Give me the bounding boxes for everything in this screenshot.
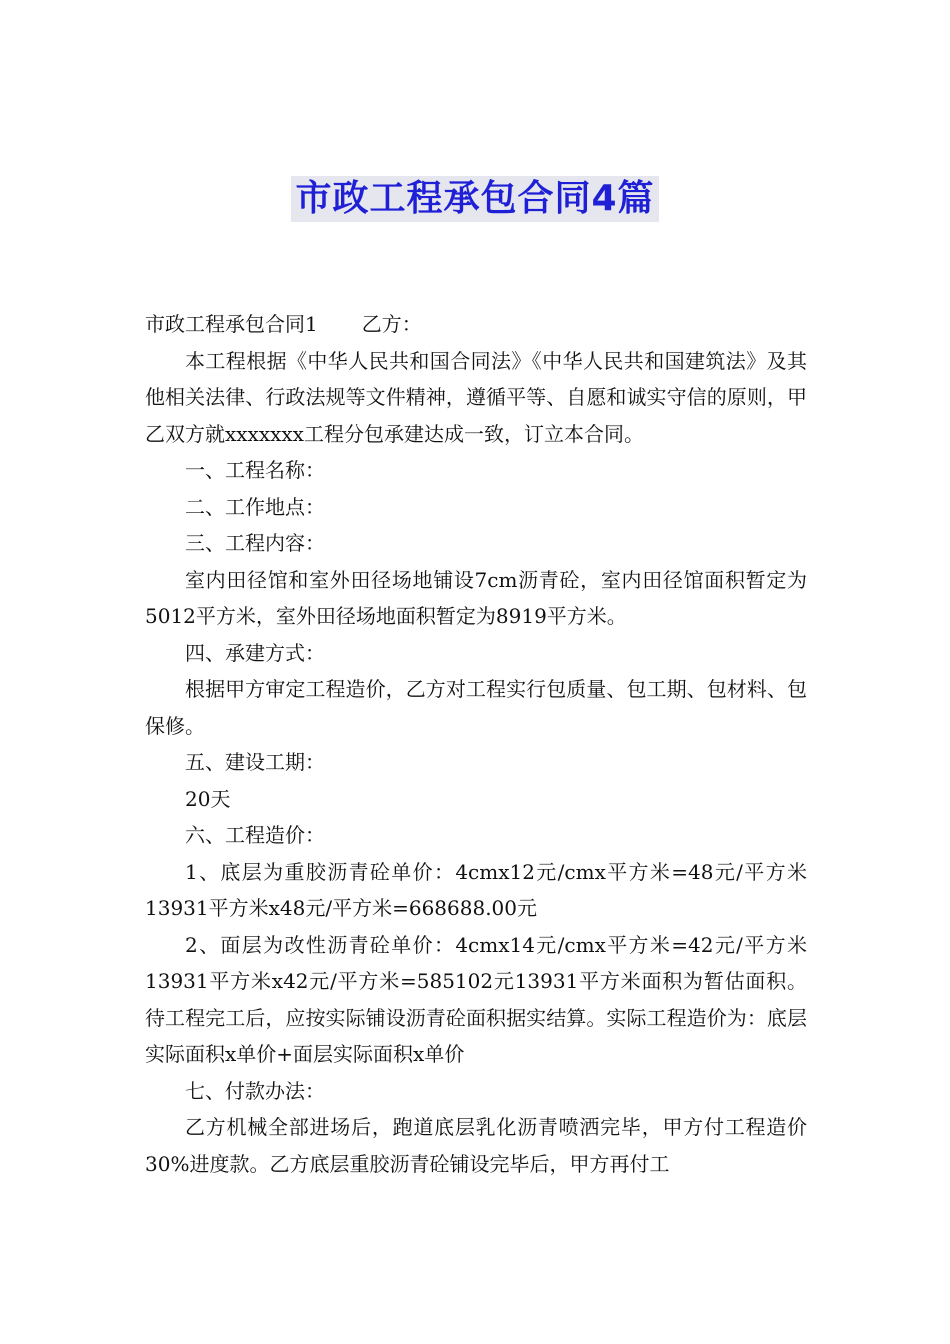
section-project-cost: 六、工程造价： <box>185 823 325 847</box>
section-work-location: 二、工作地点： <box>185 494 325 519</box>
section-project-content: 三、工程内容： <box>185 531 325 555</box>
section-construction-period: 五、建设工期： <box>185 750 325 774</box>
paragraph-cost-surface-layer: 2、面层为改性沥青砼单价：4cmx14元/cmx平方米=42元/平方米13931平方米x42元/平方米=585102元13931平方米面积为暂估面积。待工程完工后，应按实际铺设沥青砼面积据实结算。实际工程造价为：底层实际面积x单价+面层实际面积x单价 <box>145 932 807 1066</box>
paragraph-cost-base-layer: 1、底层为重胶沥青砼单价：4cmx12元/cmx平方米=48元/平方米13931平方米x48元/平方米=668688.00元 <box>145 859 807 920</box>
paragraph-payment-method: 乙方机械全部进场后，跑道底层乳化沥青喷洒完毕，甲方付工程造价30%进度款。乙方底层重胶沥青砼铺设完毕后，甲方再付工 <box>145 1115 807 1176</box>
paragraph-construction-period: 20天 <box>185 786 231 811</box>
contract-heading: 市政工程承包合同1 <box>145 312 318 336</box>
document-title: 市政工程承包合同4篇 <box>291 176 658 222</box>
section-project-name: 一、工程名称： <box>185 458 325 482</box>
paragraph-construction-method: 根据甲方审定工程造价，乙方对工程实行包质量、包工期、包材料、包保修。 <box>145 677 807 738</box>
section-construction-method: 四、承建方式： <box>185 640 325 665</box>
party-b-label: 乙方： <box>361 312 422 336</box>
document-body <box>145 306 807 1182</box>
paragraph-project-content: 室内田径馆和室外田径场地铺设7cm沥青砼，室内田径馆面积暂定为5012平方米，室外田径场地面积暂定为8919平方米。 <box>145 567 807 628</box>
paragraph-intro: 本工程根据《中华人民共和国合同法》《中华人民共和国建筑法》及其他相关法律、行政法规等文件精神，遵循平等、自愿和诚实守信的原则，甲乙双方就xxxxxxx工程分包承建达成一致，订立本合同。 <box>145 348 807 446</box>
heading-line <box>145 306 807 343</box>
title-area <box>0 176 950 222</box>
section-payment-method: 七、付款办法： <box>185 1078 325 1103</box>
